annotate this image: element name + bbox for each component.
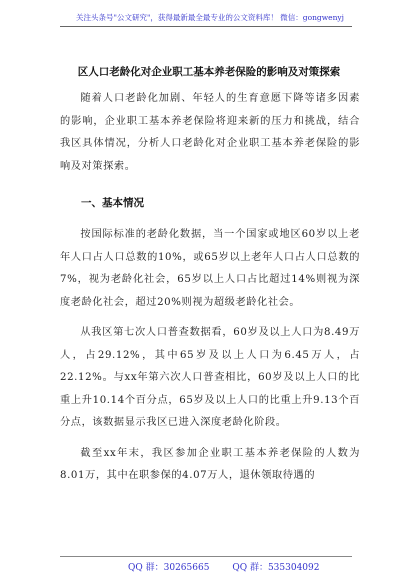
qq-group-label-1: QQ 群： (128, 563, 164, 573)
intro-paragraph: 随着人口老龄化加剧、年轻人的生育意愿下降等诸多因素的影响，企业职工基本养老保险将迎来新的压力和挑战，结合我区具体情况，分析人口老龄化对企业职工基本养老保险的影响及对策探索。 (60, 93, 360, 172)
footer-divider (60, 556, 352, 557)
qq-group-number-2: 535304092 (267, 563, 320, 573)
header-divider (60, 26, 352, 27)
qq-group-number-1: 30265665 (163, 563, 210, 573)
spacer (60, 178, 360, 186)
qq-group-label-2: QQ 群： (232, 563, 268, 573)
page-header-banner: 关注头条号"公文研究"，获得最新最全最专业的公文资料库！ 微信：gongwenyj (76, 13, 344, 22)
document-title: 区人口老龄化对企业职工基本养老保险的影响及对策探索 (77, 66, 341, 78)
paragraph-aging-standard: 按国际标准的老龄化数据，当一个国家或地区60岁以上老年人口占人口总数的10%，或65岁以上老年人口占人口总数的7%，视为老龄化社会，65岁以上人口占比超过14%则视为深度老龄化社会，超过20%则视为超级老龄化社会。 (60, 229, 360, 308)
spacer (60, 435, 360, 443)
page-footer (128, 560, 320, 573)
section-heading-basic-situation: 一、基本情况 (81, 197, 144, 209)
paragraph-census-data: 从我区第七次人口普查数据看，60岁及以上人口为8.49万人，占29.12%，其中65岁及以上人口为6.45万人，占22.12%。与xx年第六次人口普查相比，60岁及以上人口的比重上升10.14个百分点，65岁及以上人口的比重上升9.13个百分点，该数据显示我区已进入深度老龄化阶段。 (60, 327, 360, 428)
spacer (60, 314, 360, 322)
document-body (60, 88, 360, 488)
paragraph-insured-count: 截至xx年末，我区参加企业职工基本养老保险的人数为8.01万，其中在职参保的4.07万人，退休领取待遇的 (60, 447, 360, 481)
